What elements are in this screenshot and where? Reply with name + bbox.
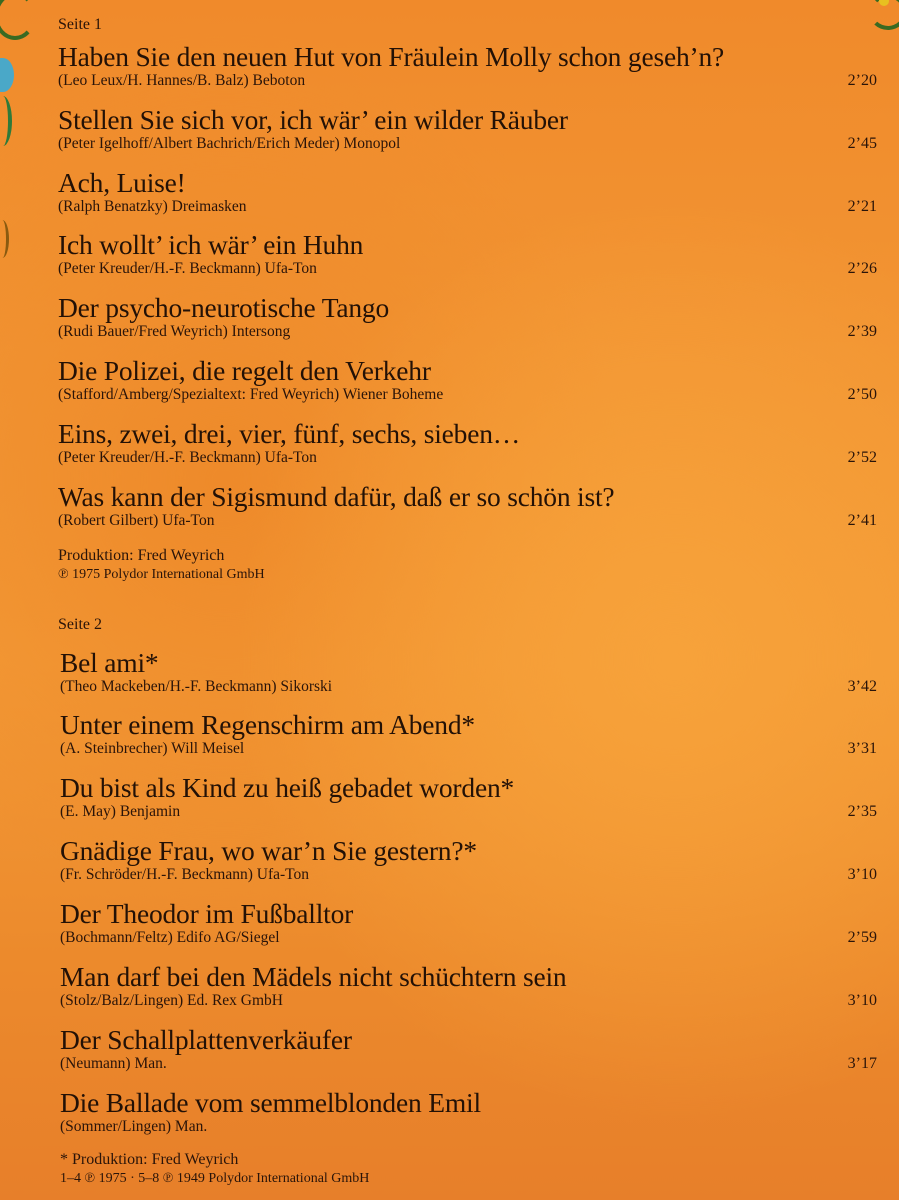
- credits-text: (A. Steinbrecher) Will Meisel: [60, 740, 245, 757]
- track-duration: 2’52: [847, 449, 877, 466]
- track-duration: 2’35: [847, 803, 877, 820]
- credits-text: (Neumann) Man.: [60, 1055, 167, 1072]
- track-credits: [58, 386, 877, 404]
- track-10: [60, 710, 877, 758]
- corner-ornament-stem: [0, 96, 12, 146]
- track-1: [58, 42, 877, 90]
- track-title: Eins, zwei, drei, vier, fünf, sechs, sieben…: [58, 418, 521, 449]
- track-credits: [60, 866, 877, 884]
- track-title: Du bist als Kind zu heiß gebadet worden*: [60, 772, 515, 803]
- track-duration: 2’59: [847, 929, 877, 946]
- track-credits: [58, 72, 877, 90]
- track-title: Ich wollt’ ich wär’ ein Huhn: [58, 229, 364, 260]
- credits-text: (Theo Mackeben/H.-F. Beckmann) Sikorski: [60, 678, 333, 695]
- track-duration: 2’39: [847, 323, 877, 340]
- track-13: [60, 899, 877, 947]
- side-1-footer: [58, 546, 265, 584]
- corner-ornament-swirl: [0, 0, 36, 40]
- track-duration: 3’42: [847, 678, 877, 695]
- credits-text: (Stafford/Amberg/Spezialtext: Fred Weyrich) Wiener Boheme: [58, 386, 444, 403]
- track-4: [58, 230, 877, 278]
- credits-text: (Peter Kreuder/H.-F. Beckmann) Ufa-Ton: [58, 260, 317, 277]
- production-credit: * Produktion: Fred Weyrich: [60, 1151, 239, 1168]
- track-duration: 2’45: [847, 135, 877, 152]
- credits-text: (Peter Kreuder/H.-F. Beckmann) Ufa-Ton: [58, 449, 317, 466]
- track-7: [58, 419, 877, 467]
- corner-ornament-leaf: [0, 58, 14, 92]
- track-title: Der Theodor im Fußballtor: [60, 898, 354, 929]
- track-8: [58, 482, 877, 530]
- track-duration: 2’41: [847, 512, 877, 529]
- credits-text: (E. May) Benjamin: [60, 803, 181, 820]
- track-3: [58, 168, 877, 216]
- track-credits: [60, 678, 877, 696]
- track-title: Haben Sie den neuen Hut von Fräulein Molly schon geseh’n?: [58, 41, 725, 72]
- track-title: Gnädige Frau, wo war’n Sie gestern?*: [60, 835, 477, 866]
- track-title: Was kann der Sigismund dafür, daß er so schön ist?: [58, 481, 615, 512]
- track-title: Bel ami*: [60, 647, 159, 678]
- track-credits: [60, 1118, 877, 1136]
- copyright-notice: 1–4 ℗ 1975 · 5–8 ℗ 1949 Polydor International GmbH: [60, 1171, 370, 1186]
- track-title: Die Ballade vom semmelblonden Emil: [60, 1087, 481, 1118]
- track-duration: 3’17: [847, 1055, 877, 1072]
- track-title: Man darf bei den Mädels nicht schüchtern sein: [60, 961, 567, 992]
- credits-text: (Stolz/Balz/Lingen) Ed. Rex GmbH: [60, 992, 283, 1009]
- track-title: Stellen Sie sich vor, ich wär’ ein wilder Räuber: [58, 104, 568, 135]
- credits-text: (Fr. Schröder/H.-F. Beckmann) Ufa-Ton: [60, 866, 310, 883]
- track-15: [60, 1025, 877, 1073]
- track-duration: 2’26: [847, 260, 877, 277]
- credits-text: (Ralph Benatzky) Dreimasken: [58, 198, 247, 215]
- track-title: Die Polizei, die regelt den Verkehr: [58, 355, 431, 386]
- track-9: [60, 648, 877, 696]
- track-credits: [58, 323, 877, 341]
- track-credits: [60, 1055, 877, 1073]
- credits-text: (Rudi Bauer/Fred Weyrich) Intersong: [58, 323, 291, 340]
- track-14: [60, 962, 877, 1010]
- track-title: Unter einem Regenschirm am Abend*: [60, 709, 475, 740]
- track-11: [60, 773, 877, 821]
- track-credits: [58, 198, 877, 216]
- track-title: Ach, Luise!: [58, 167, 186, 198]
- edge-ornament-stem: [0, 220, 9, 258]
- track-credits: [60, 929, 877, 947]
- side-1-label: Seite 1: [58, 16, 102, 33]
- track-duration: 2’50: [847, 386, 877, 403]
- track-credits: [60, 740, 877, 758]
- track-16: [60, 1088, 877, 1136]
- track-5: [58, 293, 877, 341]
- credits-text: (Leo Leux/H. Hannes/B. Balz) Beboton: [58, 72, 306, 89]
- track-credits: [58, 260, 877, 278]
- side-2-label: Seite 2: [58, 616, 102, 633]
- side-1-section: [58, 16, 877, 582]
- track-credits: [58, 449, 877, 467]
- track-duration: 2’20: [847, 72, 877, 89]
- track-2: [58, 105, 877, 153]
- side-2-section: [58, 616, 877, 1186]
- track-6: [58, 356, 877, 404]
- track-duration: 3’10: [847, 866, 877, 883]
- track-duration: 3’10: [847, 992, 877, 1009]
- side-2-footer: [60, 1150, 369, 1188]
- track-credits: [58, 135, 877, 153]
- track-12: [60, 836, 877, 884]
- credits-text: (Sommer/Lingen) Man.: [60, 1118, 208, 1135]
- credits-text: (Peter Igelhoff/Albert Bachrich/Erich Meder) Monopol: [58, 135, 401, 152]
- track-credits: [58, 512, 877, 530]
- credits-text: (Bochmann/Feltz) Edifo AG/Siegel: [60, 929, 280, 946]
- track-duration: 2’21: [847, 198, 877, 215]
- copyright-notice: ℗ 1975 Polydor International GmbH: [58, 567, 265, 582]
- track-title: Der Schallplattenverkäufer: [60, 1024, 352, 1055]
- track-title: Der psycho-neurotische Tango: [58, 292, 390, 323]
- production-credit: Produktion: Fred Weyrich: [58, 547, 225, 564]
- credits-text: (Robert Gilbert) Ufa-Ton: [58, 512, 215, 529]
- track-duration: 3’31: [847, 740, 877, 757]
- track-credits: [60, 992, 877, 1010]
- track-credits: [60, 803, 877, 821]
